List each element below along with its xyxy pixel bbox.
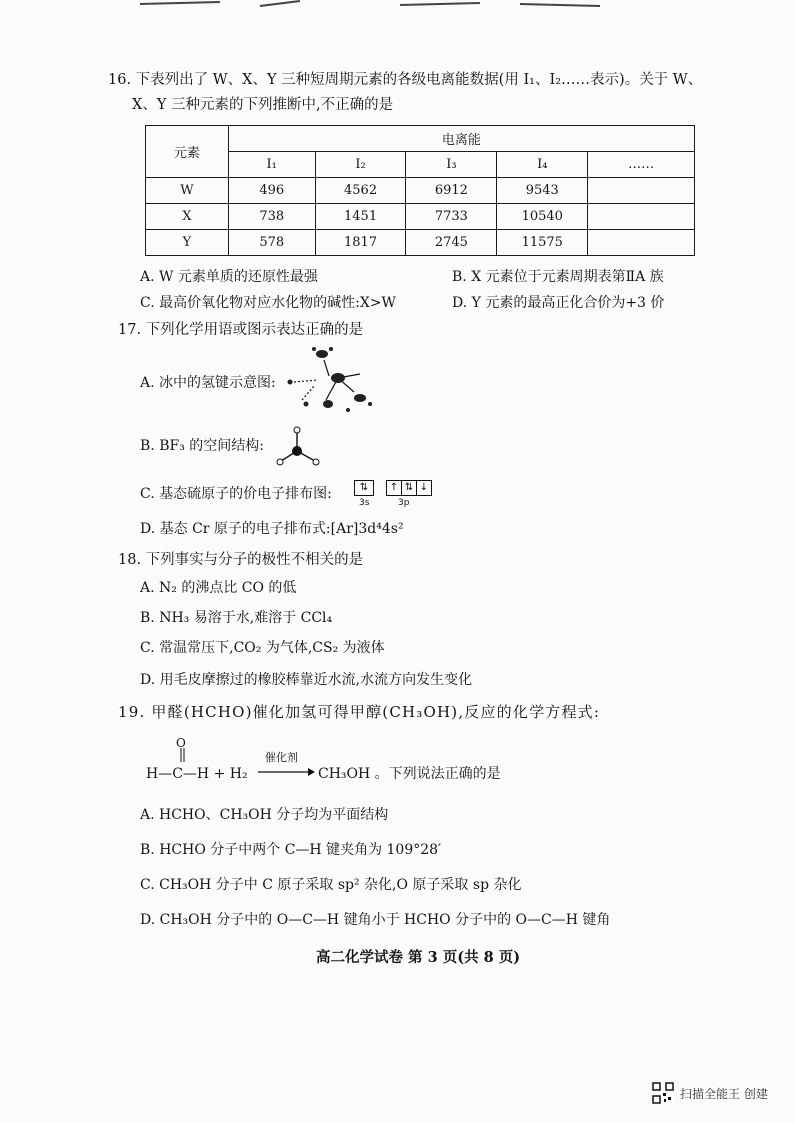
table-cell xyxy=(588,230,695,256)
q19-equation-right: CH₃OH 。下列说法正确的是 xyxy=(318,766,501,782)
q16-stem-line1: 16. 下表列出了 W、X、Y 三种短周期元素的各级电离能数据(用 I₁、I₂……表示)。关于 W、 xyxy=(108,72,703,88)
table-header-element: 元素 xyxy=(146,126,229,178)
table-cell: 6912 xyxy=(406,178,497,204)
table-cell: 9543 xyxy=(497,178,588,204)
q19-option-c: C. CH₃OH 分子中 C 原子采取 sp² 杂化,O 原子采取 sp 杂化 xyxy=(140,877,522,893)
table-cell: 4562 xyxy=(315,178,406,204)
table-subheader: I₄ xyxy=(497,152,588,178)
top-edge-mark xyxy=(100,0,620,10)
orbital-box-3p: ↑ xyxy=(386,480,402,496)
q17-option-c: C. 基态硫原子的价电子排布图: xyxy=(140,486,332,502)
table-header-group: 电离能 xyxy=(228,126,694,152)
table-cell: 11575 xyxy=(497,230,588,256)
orbital-label-3p: 3p xyxy=(398,498,410,508)
table-cell: Y xyxy=(146,230,229,256)
orbital-box-3p: ↓ xyxy=(416,480,432,496)
table-cell: X xyxy=(146,204,229,230)
table-cell: W xyxy=(146,178,229,204)
q18-option-a: A. N₂ 的沸点比 CO 的低 xyxy=(140,580,297,596)
table-cell: 1451 xyxy=(315,204,406,230)
table-cell: 496 xyxy=(228,178,315,204)
q19-option-a: A. HCHO、CH₃OH 分子均为平面结构 xyxy=(140,807,389,823)
q17-option-b: B. BF₃ 的空间结构: xyxy=(140,438,264,454)
table-subheader: …… xyxy=(588,152,695,178)
q16-option-d: D. Y 元素的最高正化合价为+3 价 xyxy=(452,295,665,311)
table-subheader: I₃ xyxy=(406,152,497,178)
orbital-box-3p: ⇅ xyxy=(401,480,417,496)
table-subheader: I₁ xyxy=(228,152,315,178)
q16-option-c: C. 最高价氧化物对应水化物的碱性:X>W xyxy=(140,295,396,311)
table-cell xyxy=(588,178,695,204)
q17-option-a: A. 冰中的氢键示意图: xyxy=(140,375,276,391)
table-cell: 738 xyxy=(228,204,315,230)
orbital-label-3s: 3s xyxy=(359,498,370,508)
q18-option-d: D. 用毛皮摩擦过的橡胶棒靠近水流,水流方向发生变化 xyxy=(140,672,473,688)
scanner-watermark: 扫描全能王 创建 xyxy=(680,1087,768,1101)
table-cell: 10540 xyxy=(497,204,588,230)
ice-hydrogen-bond-diagram xyxy=(284,340,384,418)
table-cell: 1817 xyxy=(315,230,406,256)
reaction-arrow xyxy=(258,767,316,777)
orbital-diagram xyxy=(354,480,432,496)
q19-equation-left: H—C—H + H₂ xyxy=(146,766,248,782)
table-subheader: I₂ xyxy=(315,152,406,178)
double-bond-mark xyxy=(179,748,187,762)
q19-formaldehyde-oxygen: O xyxy=(176,736,186,750)
page-footer: 高二化学试卷 第 3 页(共 8 页) xyxy=(316,949,521,966)
q19-catalyst-label: 催化剂 xyxy=(265,751,298,764)
q18-option-c: C. 常温常压下,CO₂ 为气体,CS₂ 为液体 xyxy=(140,640,385,656)
q19-stem-line1: 19. 甲醛(HCHO)催化加氢可得甲醇(CH₃OH),反应的化学方程式: xyxy=(118,703,601,721)
bf3-structure-diagram xyxy=(275,425,325,469)
table-cell: 578 xyxy=(228,230,315,256)
q19-option-d: D. CH₃OH 分子中的 O—C—H 键角小于 HCHO 分子中的 O—C—H 键角 xyxy=(140,912,611,928)
q16-option-a: A. W 元素单质的还原性最强 xyxy=(140,269,318,285)
q18-option-b: B. NH₃ 易溶于水,难溶于 CCl₄ xyxy=(140,610,333,626)
table-cell: 2745 xyxy=(406,230,497,256)
q17-stem: 17. 下列化学用语或图示表达正确的是 xyxy=(118,322,364,338)
table-row xyxy=(146,178,695,204)
table-cell: 7733 xyxy=(406,204,497,230)
table-cell xyxy=(588,204,695,230)
q16-stem-line2: X、Y 三种元素的下列推断中,不正确的是 xyxy=(132,97,394,113)
ionization-energy-table xyxy=(145,125,695,256)
orbital-box-3s: ⇅ xyxy=(354,480,374,496)
q18-stem: 18. 下列事实与分子的极性不相关的是 xyxy=(118,552,364,568)
table-row xyxy=(146,230,695,256)
table-row xyxy=(146,204,695,230)
q19-option-b: B. HCHO 分子中两个 C—H 键夹角为 109°28′ xyxy=(140,842,442,858)
q16-option-b: B. X 元素位于元素周期表第ⅡA 族 xyxy=(452,269,664,285)
qr-code-icon xyxy=(652,1082,674,1104)
q17-option-d: D. 基态 Cr 原子的电子排布式:[Ar]3d⁴4s² xyxy=(140,521,404,537)
